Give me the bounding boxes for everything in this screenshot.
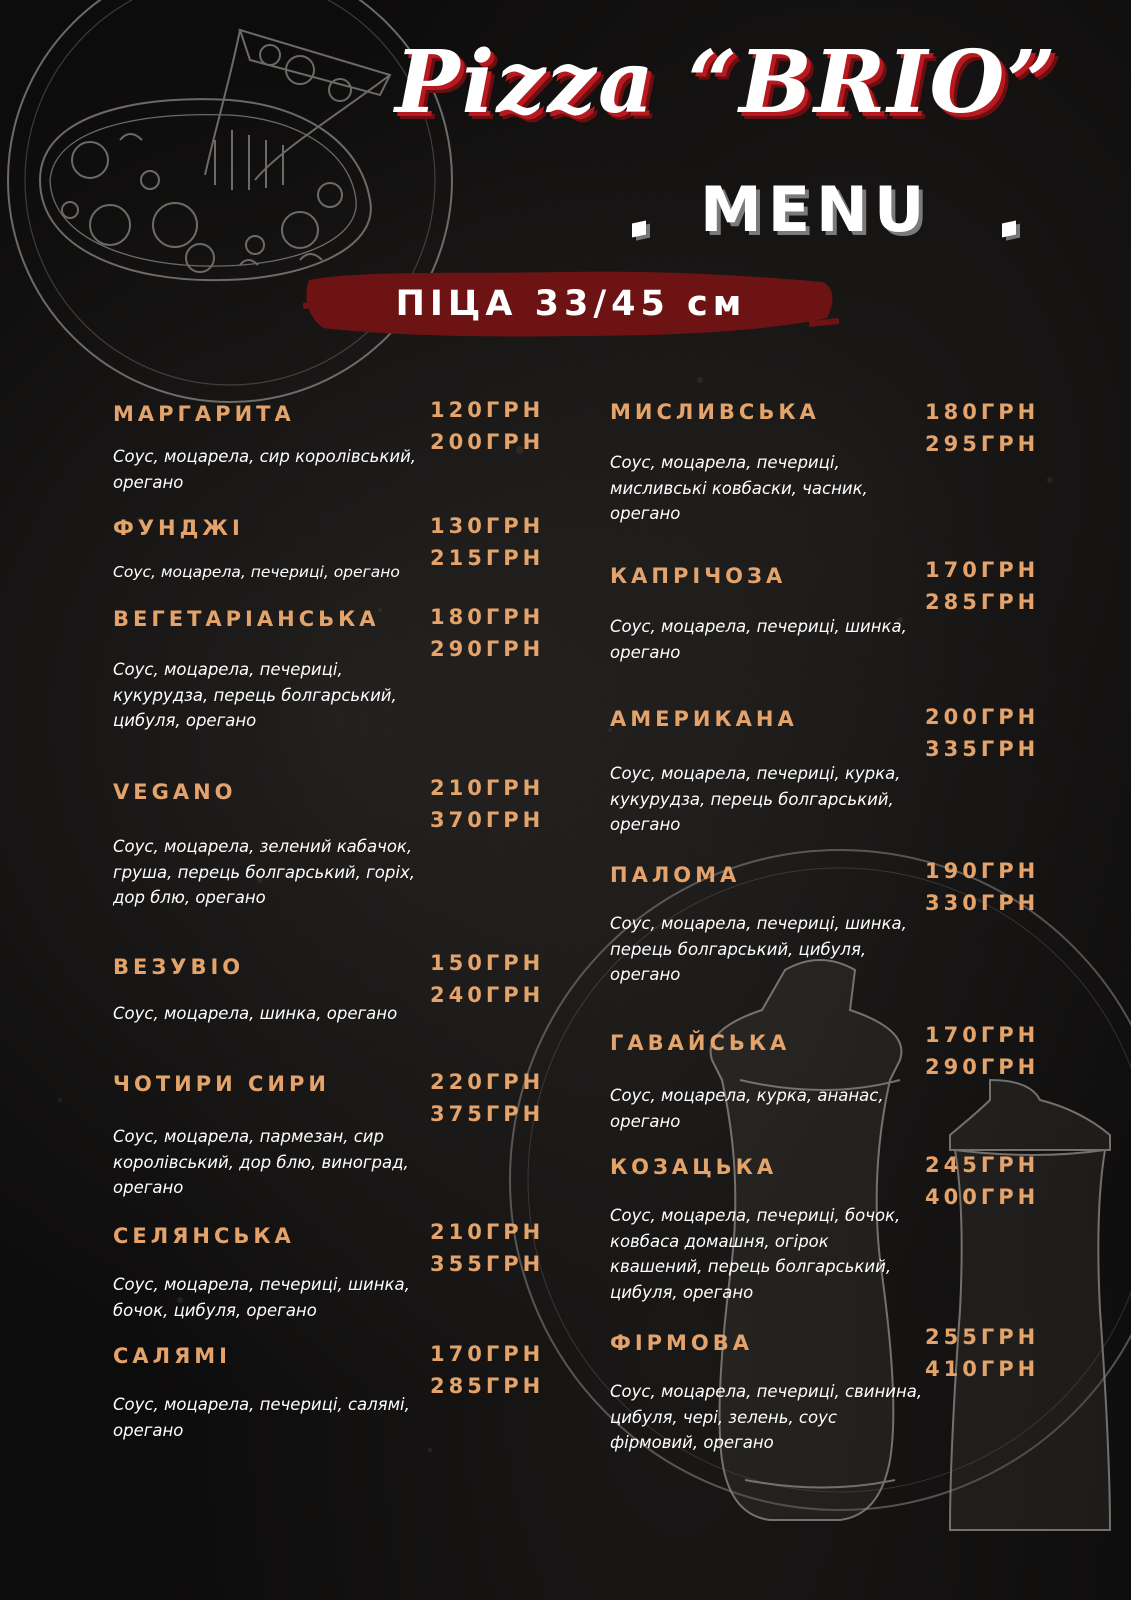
item-description: Соус, моцарела, печериці, орегано	[113, 563, 400, 581]
item-description: Соус, моцарела, печериці, курка, кукурудза, перець болгарський, орегано	[610, 764, 901, 834]
price-small: 220ГРН	[430, 1070, 545, 1094]
item-name: ПАЛОМА	[610, 863, 741, 887]
price-small: 120ГРН	[430, 398, 545, 422]
price-large: 355ГРН	[430, 1252, 545, 1276]
item-description: Соус, моцарела, печериці, бочок, ковбаса домашня, огірок квашений, перець болгарський, цибуля, орегано	[610, 1206, 901, 1302]
price-large: 375ГРН	[430, 1102, 545, 1126]
price-large: 370ГРН	[430, 808, 545, 832]
price-large: 335ГРН	[925, 737, 1040, 761]
item-name: ФІРМОВА	[610, 1331, 754, 1355]
price-small: 130ГРН	[430, 514, 545, 538]
item-description: Соус, моцарела, печериці, свинина, цибуля, чері, зелень, соус фірмовий, орегано	[610, 1382, 923, 1452]
menu-heading: MENU	[700, 173, 931, 246]
item-name: ГАВАЙСЬКА	[610, 1031, 791, 1055]
price-large: 240ГРН	[430, 983, 545, 1007]
item-description: Соус, моцарела, печериці, шинка, бочок, цибуля, орегано	[113, 1275, 410, 1320]
price-large: 285ГРН	[430, 1374, 545, 1398]
menu-dot-right	[1002, 221, 1016, 238]
price-large: 200ГРН	[430, 430, 545, 454]
price-large: 290ГРН	[925, 1055, 1040, 1079]
restaurant-title: Pizza “BRIO”	[395, 32, 1058, 133]
item-name: ЧОТИРИ СИРИ	[113, 1072, 330, 1096]
item-description: Соус, моцарела, зелений кабачок, груша, перець болгарський, горіх, дор блю, орегано	[113, 837, 415, 907]
item-description: Соус, моцарела, печериці, салямі, орегано	[113, 1395, 410, 1440]
price-small: 210ГРН	[430, 776, 545, 800]
price-large: 215ГРН	[430, 546, 545, 570]
price-large: 290ГРН	[430, 637, 545, 661]
price-large: 400ГРН	[925, 1185, 1040, 1209]
item-description: Соус, моцарела, печериці, шинка, орегано	[610, 617, 907, 662]
price-large: 295ГРН	[925, 432, 1040, 456]
item-description: Соус, моцарела, печериці, мисливські ковбаски, часник, орегано	[610, 453, 868, 523]
price-small: 200ГРН	[925, 705, 1040, 729]
item-description: Соус, моцарела, курка, ананас, орегано	[610, 1086, 884, 1131]
item-description: Соус, моцарела, сир королівський, орегано	[113, 447, 417, 492]
item-name: АМЕРИКАНА	[610, 707, 798, 731]
price-small: 170ГРН	[925, 1023, 1040, 1047]
item-name: КОЗАЦЬКА	[610, 1155, 778, 1179]
price-small: 180ГРН	[925, 400, 1040, 424]
item-name: МАРГАРИТА	[113, 402, 295, 426]
item-name: САЛЯМІ	[113, 1344, 231, 1368]
item-name: ВЕЗУВІО	[113, 955, 245, 979]
price-small: 255ГРН	[925, 1325, 1040, 1349]
item-description: Соус, моцарела, шинка, орегано	[113, 1004, 398, 1023]
salt-shaker-illustration	[950, 1080, 1110, 1530]
item-name: СЕЛЯНСЬКА	[113, 1224, 295, 1248]
item-description: Соус, моцарела, пармезан, сир королівський, дор блю, виноград, орегано	[113, 1127, 409, 1197]
price-small: 210ГРН	[430, 1220, 545, 1244]
price-small: 170ГРН	[925, 558, 1040, 582]
price-large: 330ГРН	[925, 891, 1040, 915]
section-banner	[303, 266, 839, 342]
menu-dot-left	[632, 221, 646, 238]
item-description: Соус, моцарела, печериці, шинка, перець болгарський, цибуля, орегано	[610, 914, 907, 984]
price-small: 150ГРН	[430, 951, 545, 975]
section-title: ПІЦА 33/45 см	[395, 284, 747, 324]
item-name: МИСЛИВСЬКА	[610, 400, 820, 424]
price-small: 170ГРН	[430, 1342, 545, 1366]
item-description: Соус, моцарела, печериці, кукурудза, перець болгарський, цибуля, орегано	[113, 660, 397, 730]
price-large: 410ГРН	[925, 1357, 1040, 1381]
item-name: VEGANO	[113, 780, 237, 804]
item-name: ФУНДЖІ	[113, 516, 244, 540]
price-small: 245ГРН	[925, 1153, 1040, 1177]
item-name: ВЕГЕТАРІАНСЬКА	[113, 607, 380, 631]
price-small: 190ГРН	[925, 859, 1040, 883]
price-small: 180ГРН	[430, 605, 545, 629]
price-large: 285ГРН	[925, 590, 1040, 614]
item-name: КАПРІЧОЗА	[610, 564, 787, 588]
